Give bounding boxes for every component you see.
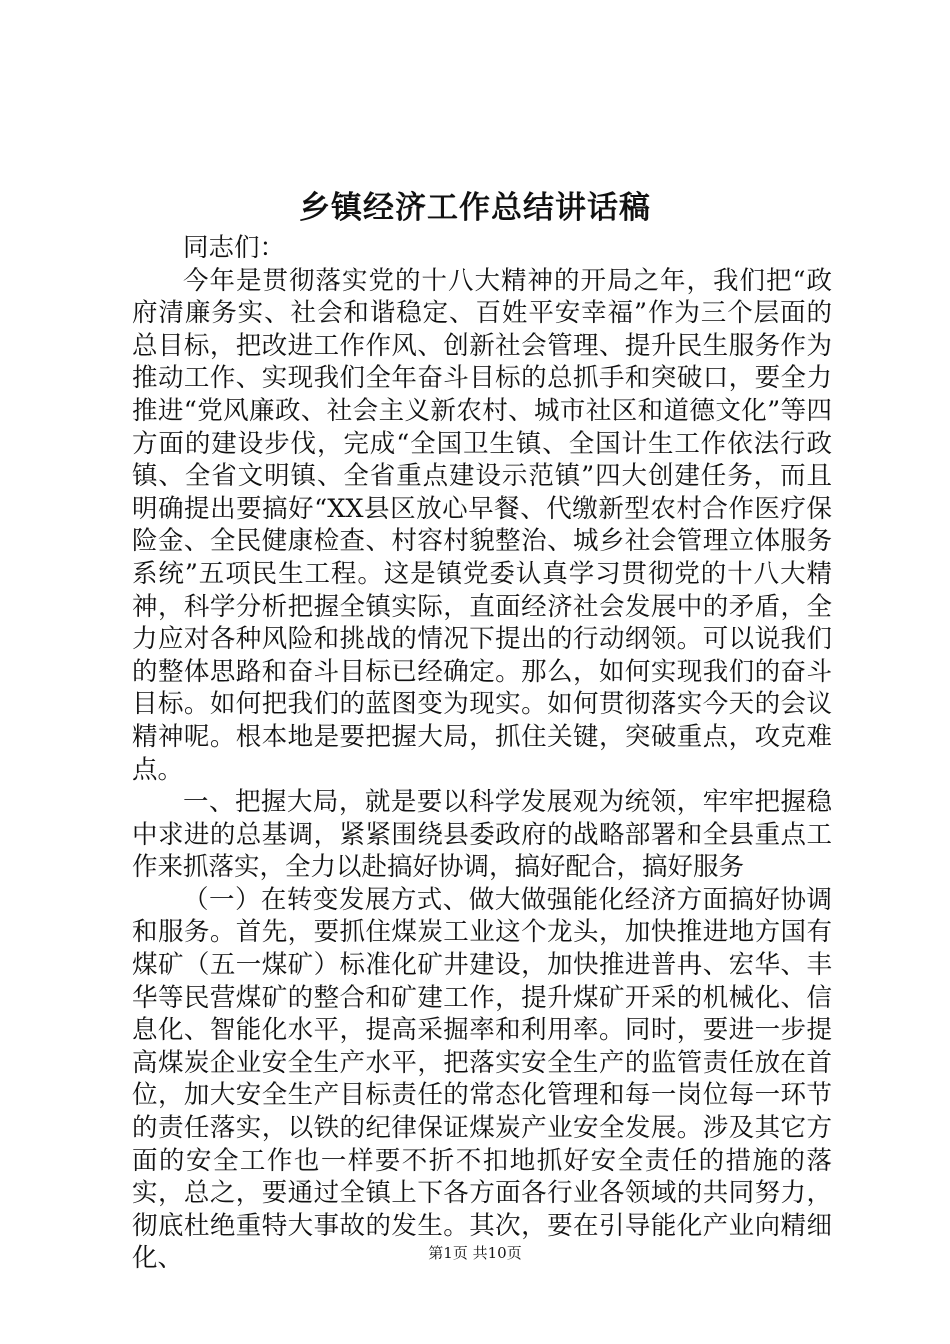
paragraph-3: （一）在转变发展方式、做大做强能化经济方面搞好协调和服务。首先，要抓住煤炭工业这个龙头，加快推进地方国有煤矿（五一煤矿）标准化矿井建设，加快推进普冉、宏华、丰华等民营煤矿的整合和矿建工作，提升煤矿开采的机械化、信息化、智能化水平，提高采掘率和利用率。同时，要进一步提高煤炭企业安全生产水平，把落实安全生产的监管责任放在首位，加大安全生产目标责任的常态化管理和每一岗位每一环节的责任落实，以铁的纪律保证煤炭产业安全发展。涉及其它方面的安全工作也一样要不折不扣地抓好安全责任的措施的落实，总之，要通过全镇上下各方面各行业各领域的共同努力，彻底杜绝重特大事故的发生。其次，要在引导能化产业向精细化、 — [132, 884, 832, 1274]
document-title: 乡镇经济工作总结讲话稿 — [299, 190, 651, 226]
salutation: 同志们： — [183, 233, 286, 263]
paragraph-1: 今年是贯彻落实党的十八大精神的开局之年，我们把“政府清廉务实、社会和谐稳定、百姓平安幸福”作为三个层面的总目标，把改进工作作风、创新社会管理、提升民生服务作为推动工作、实现我们全年奋斗目标的总抓手和突破口，要全力推进“党风廉政、社会主义新农村、城市社区和道德文化”等四方面的建设步伐，完成“全国卫生镇、全国计生工作依法行政镇、全省文明镇、全省重点建设示范镇”四大创建任务，而且明确提出要搞好“XX县区放心早餐、代缴新型农村合作医疗保险金、全民健康检查、村容村貌整治、城乡社会管理立体服务系统”五项民生工程。这是镇党委认真学习贯彻党的十八大精神，科学分析把握全镇实际，直面经济社会发展中的矛盾，全力应对各种风险和挑战的情况下提出的行动纲领。可以说我们的整体思路和奋斗目标已经确定。那么，如何实现我们的奋斗目标。如何把我们的蓝图变为现实。如何贯彻落实今天的会议精神呢。根本地是要把握大局，抓住关键，突破重点，攻克难点。 — [132, 265, 832, 785]
document-body — [132, 232, 832, 1275]
page-footer: 第1页 共10页 — [428, 1244, 522, 1262]
paragraph-2: 一、把握大局，就是要以科学发展观为统领，牢牢把握稳中求进的总基调，紧紧围绕县委政府的战略部署和全县重点工作来抓落实，全力以赴搞好协调，搞好配合，搞好服务 — [132, 787, 832, 883]
